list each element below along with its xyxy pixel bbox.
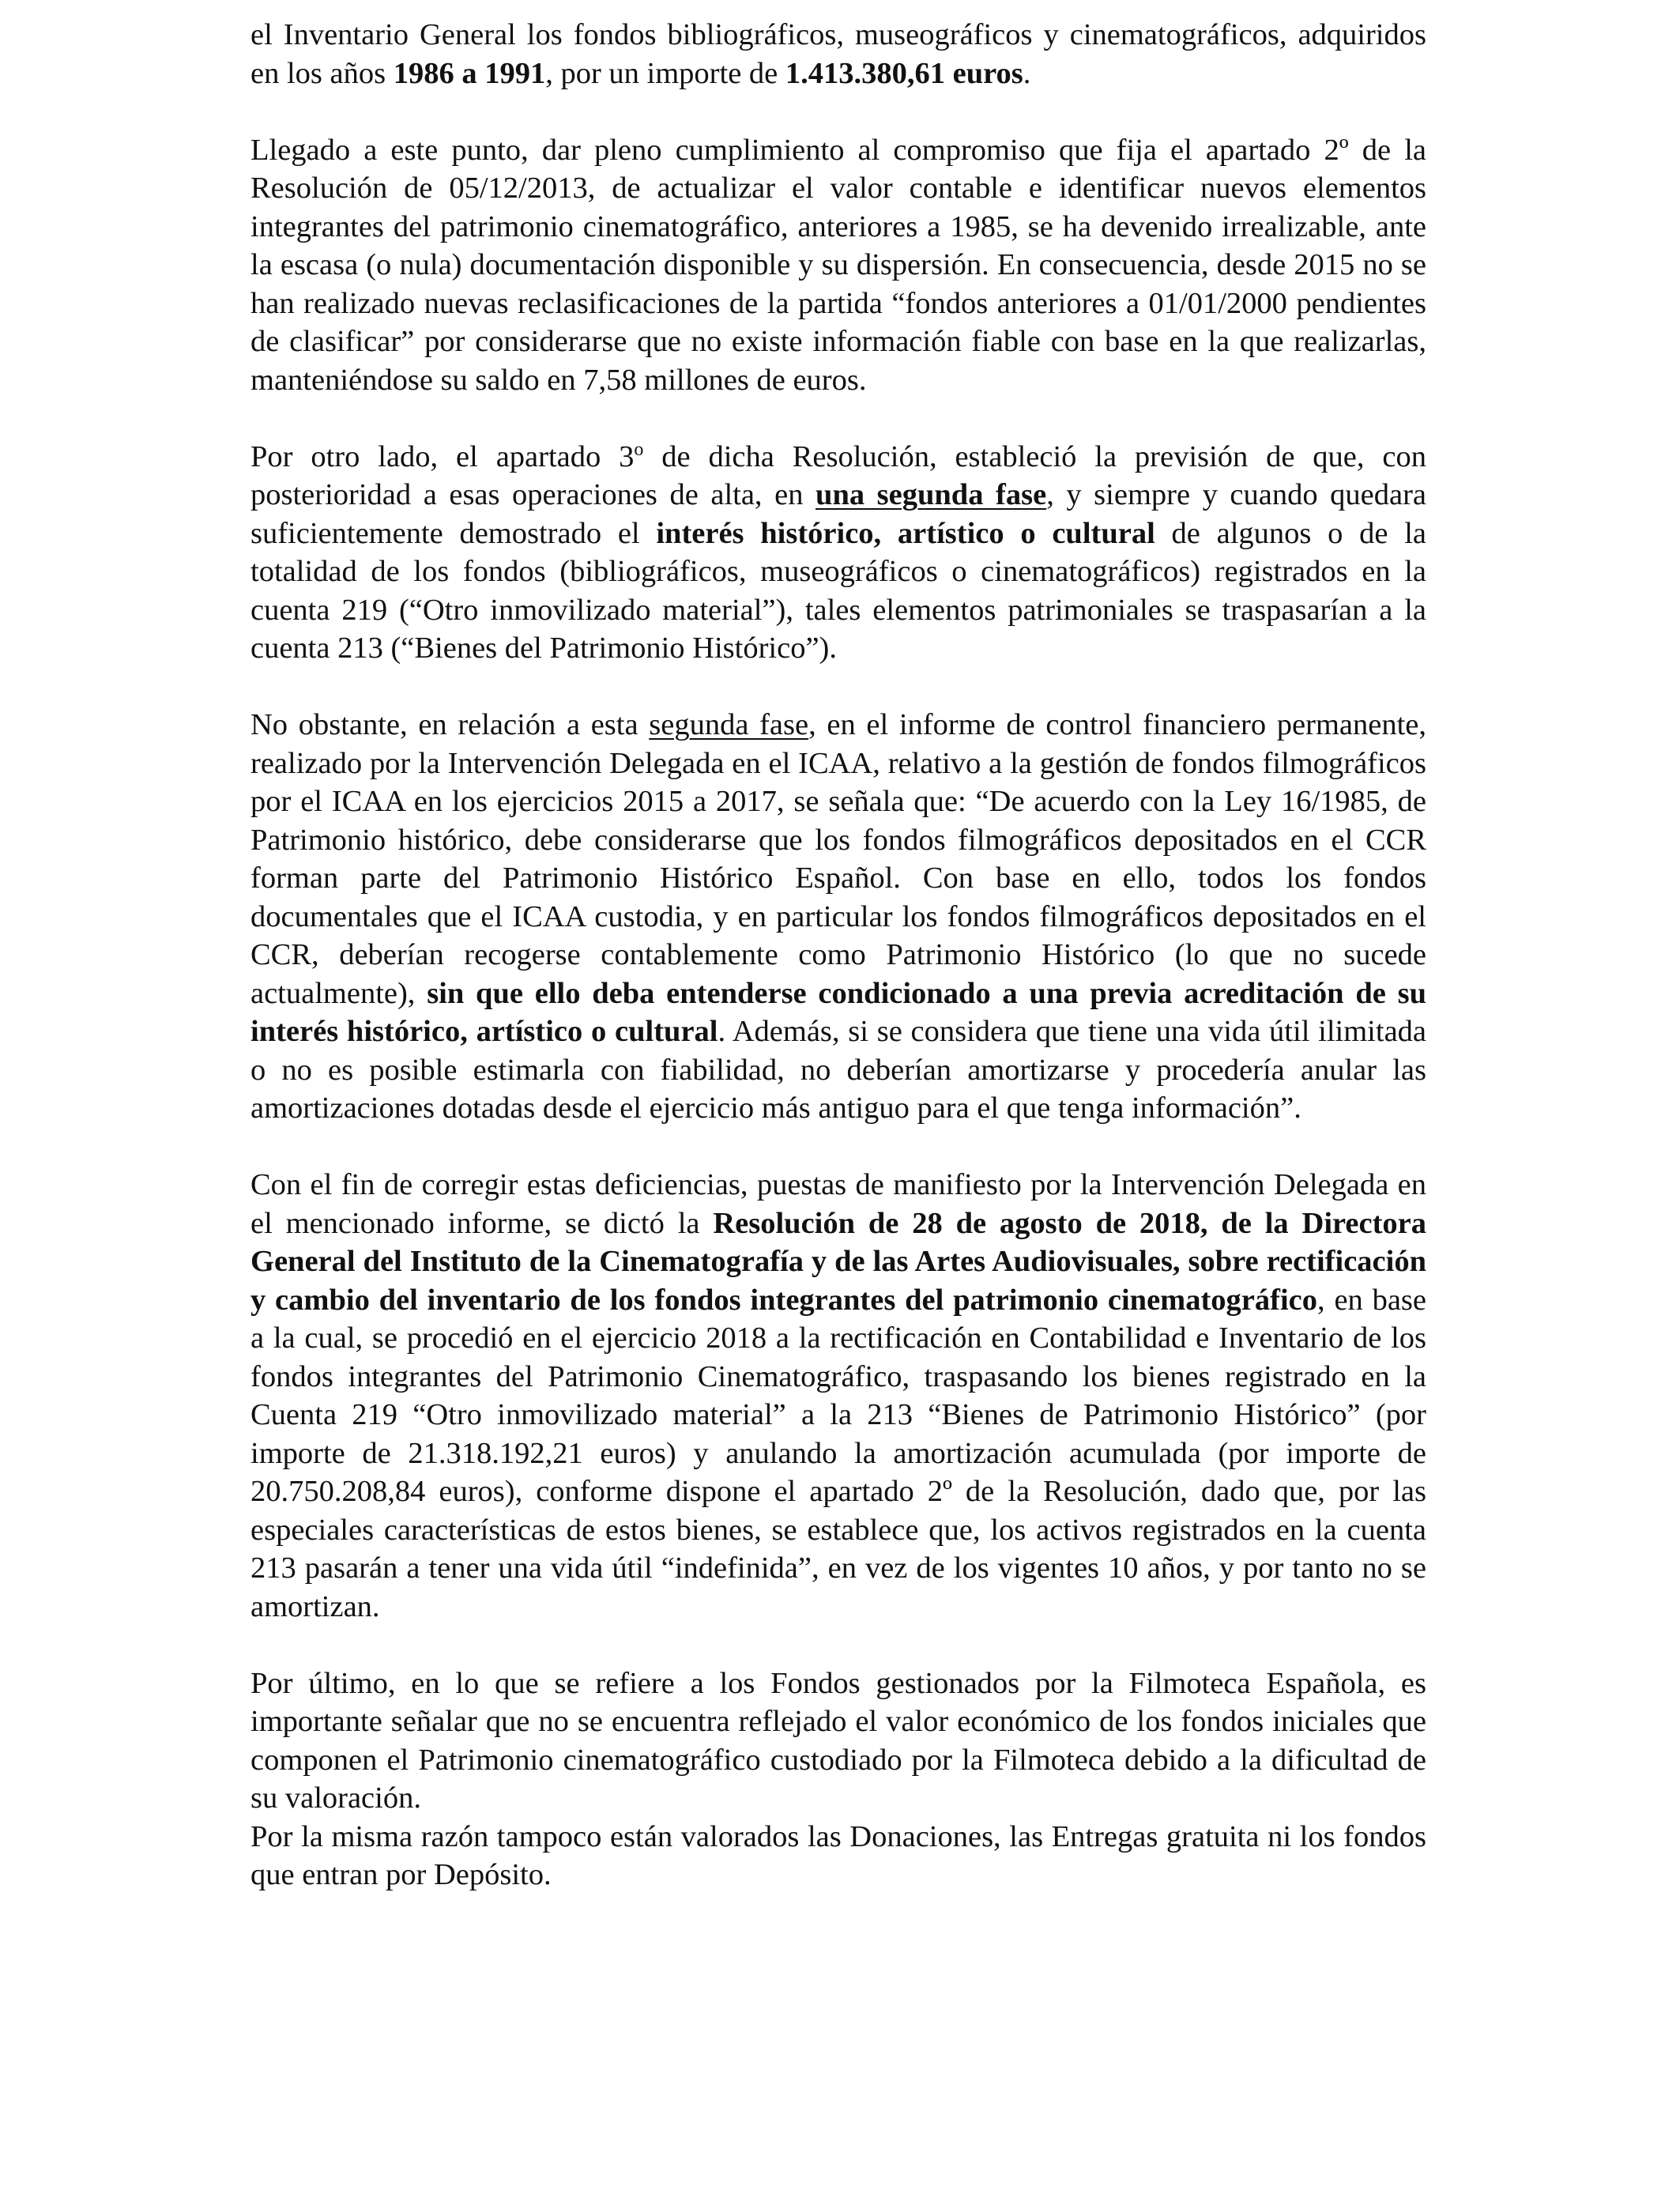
paragraph-inventario [250,16,1426,92]
text-run: segunda fase [649,708,809,741]
text-run: , en base a la cual, se procedió en el ejercicio 2018 a la rectificación en Contabilidad e Inventario de los fondos integrantes del Patrimonio Cinematográfico, traspasando los bienes registrado en la Cuenta 219 “Otro inmovilizado material” a la 213 “Bienes de Patrimonio Histórico” (por importe de 21.318.192,21 euros) y anulando la amortización acumulada (por importe de 20.750.208,84 euros), conforme dispone el apartado 2º de la Resolución, dado que, por las especiales características de estos bienes, se establece que, los activos registrados en la cuenta 213 pasarán a tener una vida útil “indefinida”, en vez de los vigentes 10 años, y por tanto no se amortizan. [250,1283,1427,1623]
text-run: , y siempre y cuando quedara suficientemente demostrado el [250,478,1427,550]
text-run: o [634,439,644,460]
text-run: Por último, en lo que se refiere a los Fondos gestionados por la Filmoteca Española, es importante señalar que no se encuentra reflejado el valor económico de los fondos iniciales que componen el Patrimonio cinematográfico custodiado por la Filmoteca debido a la dificultad de su valoración. [250,1666,1426,1815]
text-run: , por un importe de [545,56,785,90]
paragraph-otro-lado [250,438,1426,668]
text-run: interés histórico, artístico o cultural [656,516,1155,550]
text-run: una segunda fase [816,478,1047,511]
text-run: Por la misma razón tampoco están valorados las Donaciones, las Entregas gratuita ni los fondos que entran por Depósito. [250,1819,1426,1891]
text-run: de algunos o de la totalidad de los fondos (bibliográficos, museográficos o cinematográficos) registrados en la cuenta 219 (“Otro inmovilizado material”), tales elementos patrimoniales se traspasarían a la cuenta 213 (“Bienes del Patrimonio Histórico”). [250,516,1426,665]
text-run: Por otro lado, el apartado 3 [250,439,635,473]
text-run: 1986 a 1991 [393,56,546,90]
text-run: No obstante, en relación a esta [250,708,650,741]
text-run: Resolución de 28 de agosto de 2018, de la Directora General del Instituto de la Cinematografía y de las Artes Audiovisuales, sobre rectificación y cambio del inventario de los fondos integrantes del patrimonio cinematográfico [250,1206,1426,1317]
text-run: . Además, si se considera que tiene una vida útil ilimitada o no es posible estimarla con fiabilidad, no deberían amortizarse y procedería anular las amortizaciones dotadas desde el ejercicio más antiguo para el que tenga información”. [250,1015,1427,1125]
text-run: , en el informe de control financiero permanente, realizado por la Intervención Delegada en el ICAA, relativo a la gestión de fondos filmográficos por el ICAA en los ejercicios 2015 a 2017, se señala que: “De acuerdo con la Ley 16/1985, de Patrimonio histórico, debe considerarse que los fondos filmográficos depositados en el CCR forman parte del Patrimonio Histórico Español. Con base en ello, todos los fondos documentales que el ICAA custodia, y en particular los fondos filmográficos depositados en el CCR, deberían recogerse contablemente como Patrimonio Histórico (lo que no sucede actualmente), [250,708,1426,1010]
paragraph-llegado [250,131,1426,400]
text-run: el Inventario General los fondos bibliográficos, museográficos y cinematográficos, adquiridos en los años [250,18,1426,90]
text-run: de dicha Resolución, estableció la previsión de que, con posterioridad a esas operaciones de alta, en [250,439,1426,511]
document-page [250,16,1426,1932]
paragraph-por-ultimo [250,1664,1426,1818]
text-run: Con el fin de corregir estas deficiencias, puestas de manifiesto por la Intervención Delegada en el mencionado informe, se dictó la [250,1168,1426,1240]
text-run: 1.413.380,61 euros [785,56,1023,90]
paragraph-no-obstante [250,706,1426,1128]
paragraph-misma-razon [250,1818,1426,1894]
paragraph-con-el-fin [250,1166,1426,1626]
text-run: sin que ello deba entenderse condicionado a una previa acreditación de su interés histórico, artístico o cultural [250,976,1426,1048]
text-run: . [1023,56,1031,90]
text-run: Llegado a este punto, dar pleno cumplimiento al compromiso que fija el apartado 2º de la Resolución de 05/12/2013, de actualizar el valor contable e identificar nuevos elementos integrantes del patrimonio cinematográfico, anteriores a 1985, se ha devenido irrealizable, ante la escasa (o nula) documentación disponible y su dispersión. En consecuencia, desde 2015 no se han realizado nuevas reclasificaciones de la partida “fondos anteriores a 01/01/2000 pendientes de clasificar” por considerarse que no existe información fiable con base en la que realizarlas, manteniéndose su saldo en 7,58 millones de euros. [250,133,1426,397]
